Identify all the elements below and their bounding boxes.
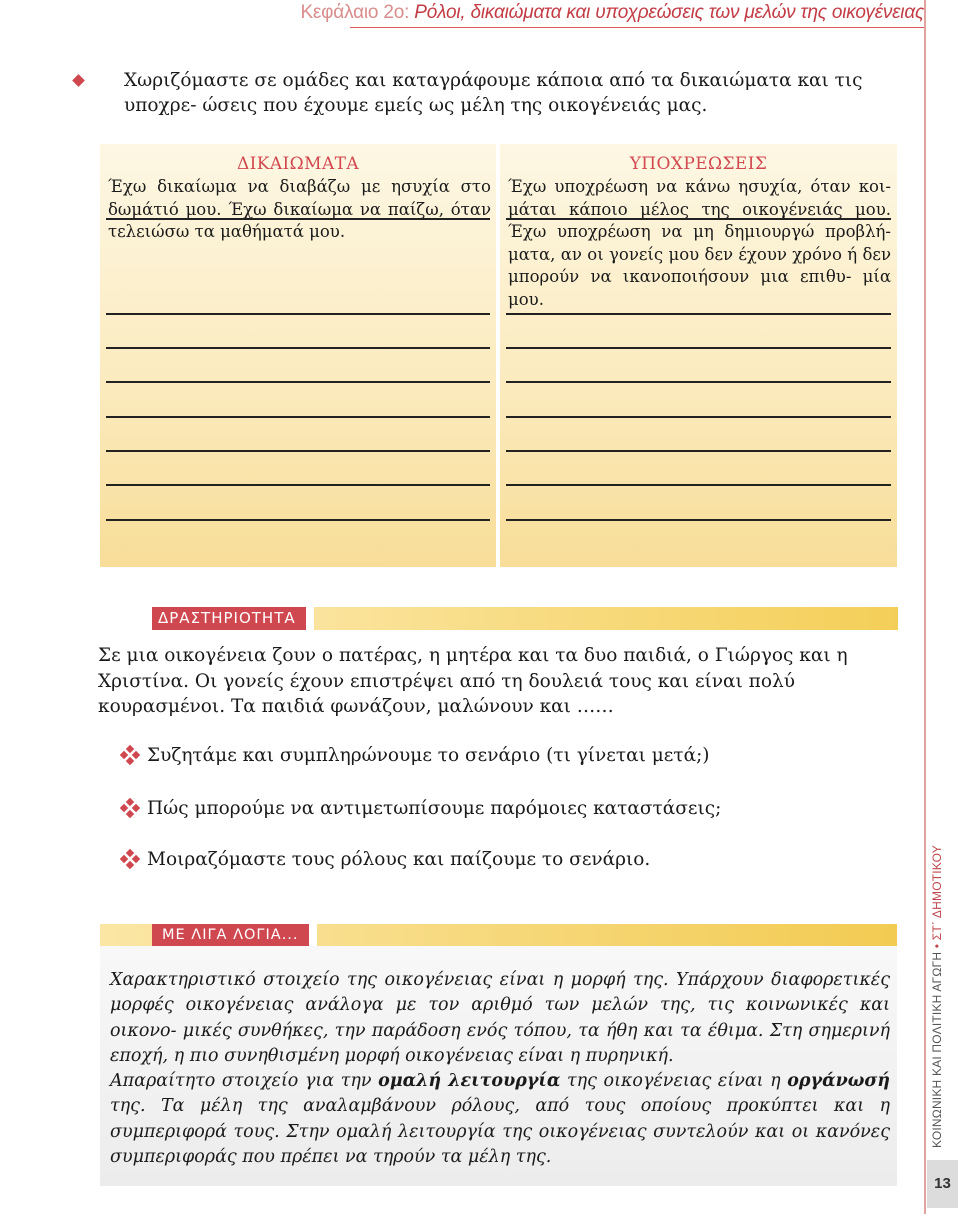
obligations-box (500, 144, 897, 567)
clover-bullet-icon (120, 849, 140, 869)
writing-line[interactable] (106, 450, 490, 452)
task-text: Πώς μπορούμε να αντιμετωπίσουμε παρόμοιες καταστάσεις; (147, 798, 722, 819)
rights-text: Έχω δικαίωμα να διαβάζω με ησυχία στο δωμάτιό μου. Έχω δικαίωμα να παίζω, όταν τελειώσω τα μαθήματά μου. (108, 177, 491, 241)
writing-line[interactable] (506, 484, 891, 486)
writing-line[interactable] (506, 218, 891, 220)
activity-label (152, 607, 314, 630)
writing-line[interactable] (106, 347, 490, 349)
chapter-topic: Ρόλοι, δικαιώματα και υποχρεώσεις των μελών της οικογένειας (414, 2, 924, 23)
chapter-header (300, 2, 924, 24)
summary-bold-term: οργάνωσή (787, 1071, 890, 1092)
writing-line[interactable] (106, 484, 490, 486)
obligations-title: ΥΠΟΧΡΕΩΣΕΙΣ (629, 154, 768, 174)
writing-line[interactable] (106, 519, 490, 521)
summary-paragraph-1: Χαρακτηριστικό στοιχείο της οικογένειας είναι η μορφή της. Υπάρχουν διαφορετικές μορφές οικογένειας ανάλογα με τον αριθμό των μελών της, τις κοινωνικές και οικονο- μικές συνθήκες, την παράδοση ενός τόπου, τα ήθη και τα έθιμα. Στη σημερινή εποχή, η πιο συνηθισμένη μορφή οικογένειας είναι η πυρηνική. (110, 970, 890, 1066)
summary-label (152, 924, 317, 946)
activity-paragraph (98, 643, 900, 720)
writing-line[interactable] (506, 450, 891, 452)
writing-line[interactable] (506, 313, 891, 315)
subject-sidebar (930, 845, 944, 1148)
writing-line[interactable] (106, 218, 490, 220)
intro-paragraph (98, 68, 898, 118)
activity-text: Σε μια οικογένεια ζουν ο πατέρας, η μητέρα και τα δυο παιδιά, ο Γιώργος και η Χριστίνα. Οι γονείς έχουν επιστρέψει από τη δουλειά τους και είναι πολύ κουρασμένοι. Τα παιδιά φωνάζουν, μαλώνουν και …… (98, 645, 848, 717)
page-number: 13 (927, 1160, 958, 1208)
activity-label-text: ΔΡΑΣΤΗΡΙΟΤΗΤΑ (158, 609, 296, 627)
summary-paragraph-2 (110, 1069, 890, 1170)
task-text: Συζητάμε και συμπληρώνουμε το σενάριο (τι γίνεται μετά;) (147, 745, 710, 766)
rights-box (100, 144, 496, 567)
label-separator (309, 924, 317, 946)
clover-bullet-icon (120, 798, 140, 818)
margin-rule (924, 0, 926, 1214)
intro-text: Χωριζόμαστε σε ομάδες και καταγράφουμε κάποια από τα δικαιώματα και τις υποχρε- ώσεις που έχουμε εμείς ως μέλη της οικογένειάς μας. (124, 70, 863, 116)
summary-label-text: ΜΕ ΛΙΓΑ ΛΟΓΙΑ... (162, 927, 299, 943)
writing-line[interactable] (106, 381, 490, 383)
summary-text-run: της. Τα μέλη της αναλαμβάνουν ρόλους, από τους οποίους προκύπτει και η συμπεριφορά τους. Στην ομαλή λειτουργία της οικογένειας συντελούν και οι κανόνες συμπεριφοράς που πρέπει να τηρούν τα μέλη της. (110, 1096, 890, 1168)
writing-line[interactable] (106, 416, 490, 418)
writing-line[interactable] (506, 347, 891, 349)
obligations-text: Έχω υποχρέωση να κάνω ησυχία, όταν κοι- μάται κάποιο μέλος της οικογένειάς μου. Έχω υποχρέωση να μη δημιουργώ προβλή- ματα, αν οι γονείς μου δεν έχουν χρόνο ή δεν μπορούν να ικανοποιήσουν μια επιθυ- μία μου. (508, 177, 891, 309)
writing-line[interactable] (506, 381, 891, 383)
task-text: Μοιραζόμαστε τους ρόλους και παίζουμε το σενάριο. (147, 849, 651, 870)
summary-bold-term: ομαλή λειτουργία (378, 1071, 561, 1092)
writing-line[interactable] (506, 416, 891, 418)
diamond-bullet-icon (72, 74, 85, 87)
writing-line[interactable] (106, 313, 490, 315)
chapter-number: Κεφάλαιο 2ο: (300, 2, 410, 23)
subject-name: ΚΟΙΝΩΝΙΚΗ ΚΑΙ ΠΟΛΙΤΙΚΗ ΑΓΩΓΗ (930, 951, 944, 1148)
writing-line[interactable] (506, 519, 891, 521)
summary-text-run: Απαραίτητο στοιχείο για την (110, 1071, 379, 1092)
label-separator (306, 607, 314, 630)
grade-level: • ΣΤ΄ ΔΗΜΟΤΙΚΟΥ (930, 845, 944, 949)
summary-box (100, 946, 897, 1186)
summary-text (110, 968, 890, 1170)
summary-text-run: της οικογένειας είναι η (560, 1071, 788, 1092)
rights-title: ΔΙΚΑΙΩΜΑΤΑ (236, 154, 360, 174)
header-rule (350, 27, 924, 28)
clover-bullet-icon (120, 745, 140, 765)
